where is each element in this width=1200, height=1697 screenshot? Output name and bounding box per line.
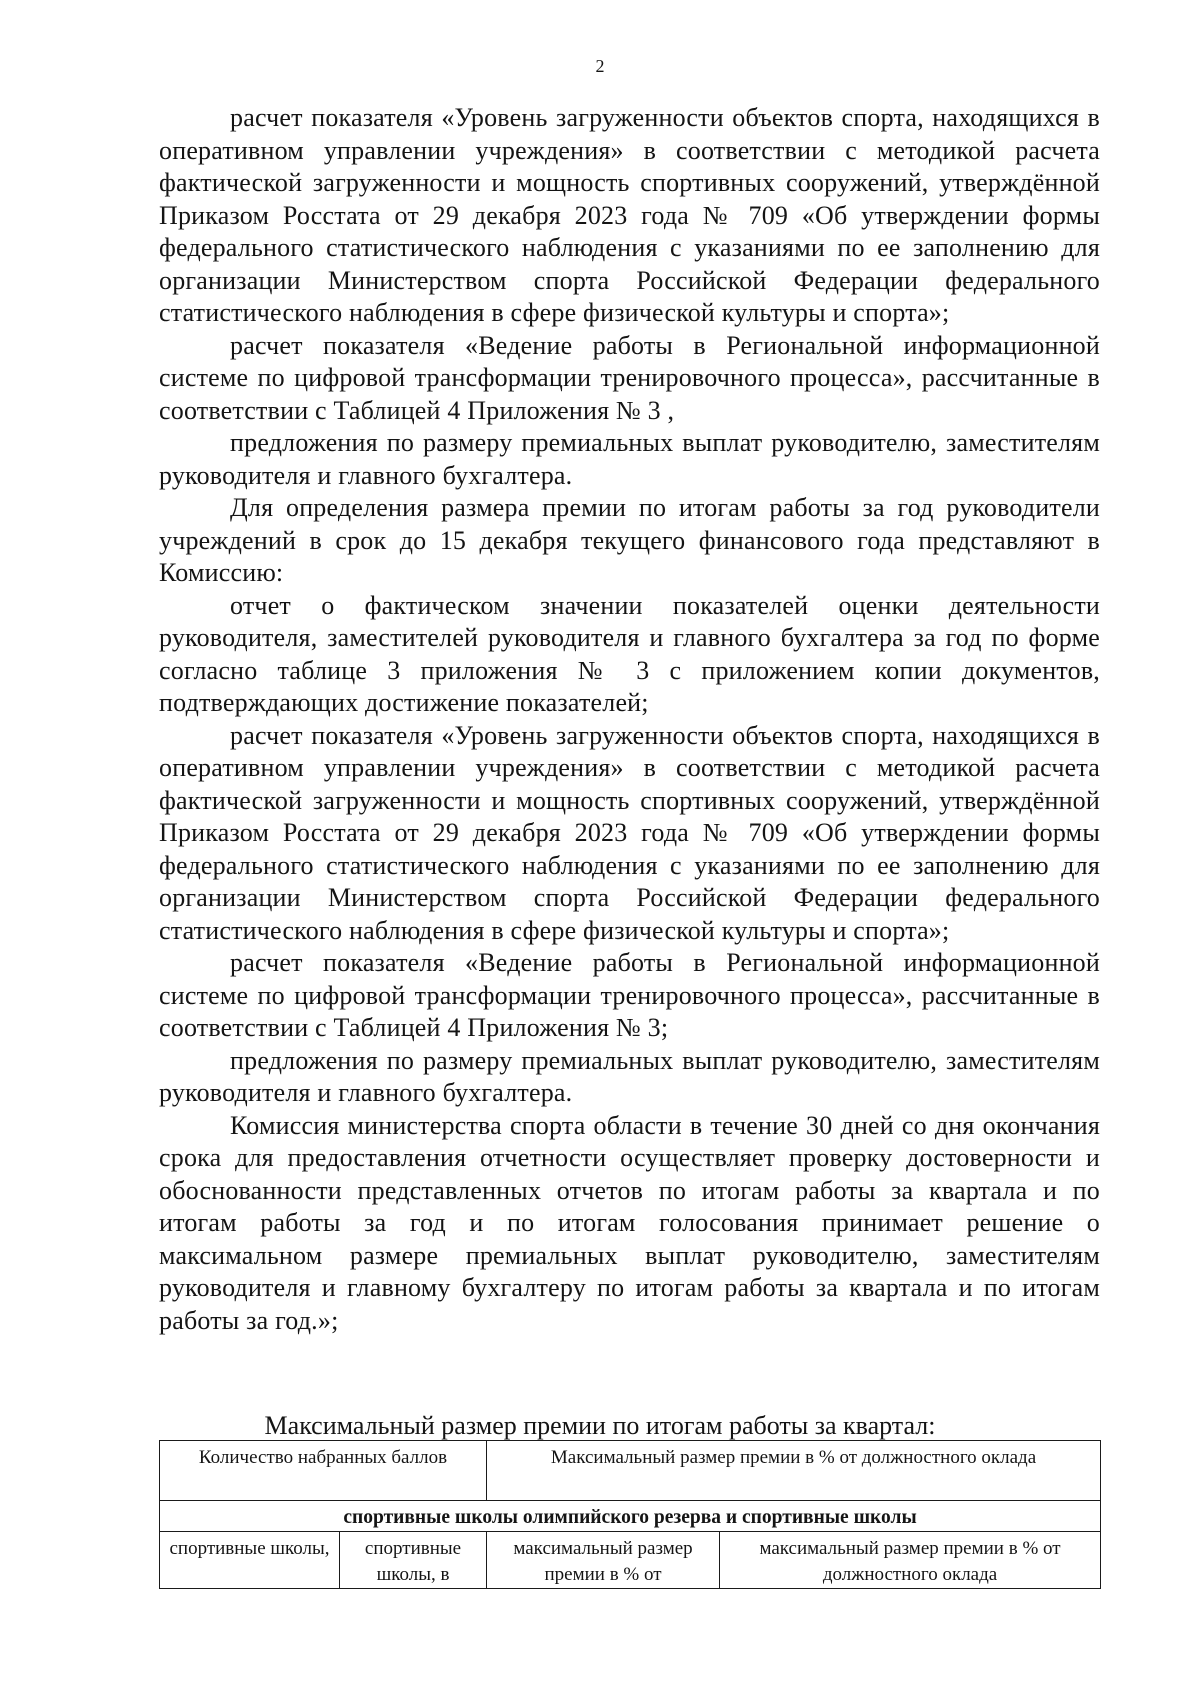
table-subheader-row [160,1532,1101,1589]
paragraph-commission-review: Комиссия министерства спорта области в течение 30 дней со дня окончания срока для предоставления отчетности осуществляет проверку достоверности и обоснованности представленных отчетов по итогам работы за квартала и по итогам работы за год и по итогам голосования принимает решение о максимальном размере премиальных выплат руководителю, заместителям руководителя и главному бухгалтеру по итогам работы за квартала и по итогам работы за год.»; [159,1110,1100,1335]
table-header-row [160,1441,1101,1501]
bonus-table [159,1440,1101,1589]
paragraph-ris-indicator-1: расчет показателя «Ведение работы в Региональной информационной системе по цифровой трансформации тренировочного процесса», рассчитанные в соответствии с Таблицей 4 Приложения № 3 , [159,330,1100,425]
subheader-cell: спортивные школы, в [340,1532,487,1589]
paragraph-load-indicator-1: расчет показателя «Уровень загруженности объектов спорта, находящихся в оперативном управлении учреждения» в соответствии с методикой расчета фактической загруженности и мощность спортивных сооружений, утверждённой Приказом Росстата от 29 декабря 2023 года № 709 «Об утверждении формы федерального статистического наблюдения с указаниями по ее заполнению для организации Министерством спорта Российской Федерации федерального статистического наблюдения в сфере физической культуры и спорта»; [159,103,1100,327]
table-caption: Максимальный размер премии по итогам работы за квартал: [264,1411,936,1440]
section-title: спортивные школы олимпийского резерва и спортивные школы [160,1501,1101,1532]
paragraph-bonus-proposals-1: предложения по размеру премиальных выплат руководителю, заместителям руководителя и главного бухгалтера. [159,428,1100,490]
header-max-bonus: Максимальный размер премии в % от должностного оклада [487,1441,1101,1501]
document-body [159,102,1100,1337]
paragraph-ris-indicator-2: расчет показателя «Ведение работы в Региональной информационной системе по цифровой трансформации тренировочного процесса», рассчитанные в соответствии с Таблицей 4 Приложения № 3; [159,948,1100,1042]
subheader-cell: максимальный размер премии в % от должностного оклада [720,1532,1101,1589]
page-number: 2 [595,56,605,76]
table-section-row [160,1501,1101,1532]
paragraph-annual-report: отчет о фактическом значении показателей оценки деятельности руководителя, заместителей руководителя и главного бухгалтера за год по форме согласно таблице 3 приложения № 3 с приложением копии документов, подтверждающих достижение показателей; [159,590,1100,717]
header-points: Количество набранных баллов [160,1441,487,1501]
subheader-cell: спортивные школы, [160,1532,340,1589]
paragraph-load-indicator-2: расчет показателя «Уровень загруженности объектов спорта, находящихся в оперативном управлении учреждения» в соответствии с методикой расчета фактической загруженности и мощность спортивных сооружений, утверждённой Приказом Росстата от 29 декабря 2023 года № 709 «Об утверждении формы федерального статистического наблюдения с указаниями по ее заполнению для организации Министерством спорта Российской Федерации федерального статистического наблюдения в сфере физической культуры и спорта»; [159,720,1100,945]
paragraph-annual-bonus-intro: Для определения размера премии по итогам работы за год руководители учреждений в срок до 15 декабря текущего финансового года представляют в Комиссию: [159,493,1100,587]
subheader-cell: максимальный размер премии в % от [487,1532,720,1589]
paragraph-bonus-proposals-2: предложения по размеру премиальных выплат руководителю, заместителям руководителя и главного бухгалтера. [159,1045,1100,1107]
